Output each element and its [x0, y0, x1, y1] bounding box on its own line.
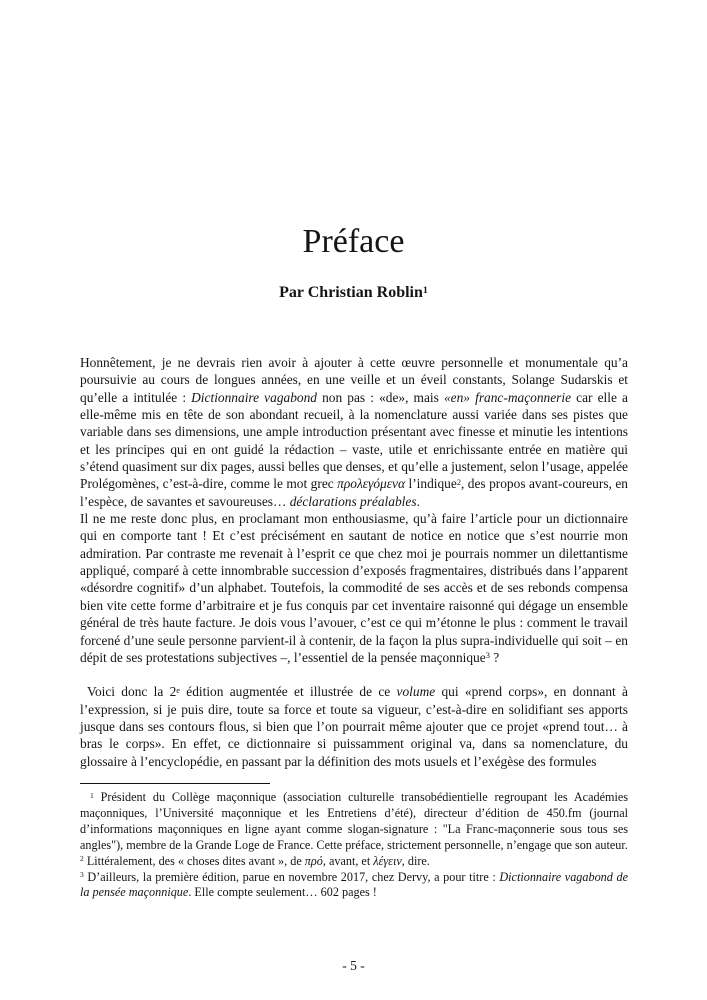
text-run: déclarations préalables: [289, 493, 417, 509]
text-run: Littéralement, des « choses dites avant », de: [86, 853, 305, 868]
superscript: 2: [456, 477, 461, 487]
text-run: Dictionnaire vagabond: [191, 389, 317, 405]
page-title: Préface: [302, 223, 405, 260]
text-run: «en» franc-maçonnerie: [443, 389, 572, 405]
footnote: [80, 854, 628, 870]
text-run: Par Christian Roblin: [279, 284, 423, 301]
text-run: Honnêtement, je ne devrais rien avoir à ajouter à cette œuvre personnelle et monumentale qu’a poursuivie au cours de longues années, en une veille et un éveil constants, Solange Sudarskis et qu’elle a intitulée :: [80, 355, 628, 405]
text-run: λέγειν: [373, 853, 402, 868]
superscript: e: [176, 685, 180, 695]
text-run: ?: [489, 649, 500, 665]
text-run: πρό: [304, 853, 323, 868]
page-number: - 5 -: [342, 958, 365, 973]
text-run: προλεγόμενα: [337, 476, 406, 492]
text-run: Dictionnaire vagabond de la pensée maçonnique: [80, 869, 628, 900]
footnote-separator: [80, 783, 270, 784]
superscript: 1: [422, 284, 428, 296]
text-run: , dire.: [401, 853, 430, 868]
text-run: édition augmentée et illustrée de ce: [179, 684, 397, 700]
paragraph: [80, 510, 628, 666]
text-run: Président du Collège maçonnique (association culturelle transobédientielle regroupant les Académies maçonniques, l’Université maçonnique et les Entretiens d’été), directeur d’édition de 450.fm (journal d’informations maçonniques en ligne ayant comme slogan-signature : "La Franc-maçonnerie sous tous ses angles"), membre de la Grande Loge de France. Cette préface, strictement personnelle, n’engage que son auteur.: [80, 790, 628, 852]
footnote-area: [80, 783, 628, 901]
text-run: non pas : «de», mais: [317, 389, 444, 405]
footnote-marker: 2: [80, 854, 84, 864]
author-byline: [0, 285, 707, 301]
footnote: [80, 870, 628, 902]
text-run: Voici donc la 2: [87, 684, 177, 700]
footnote-marker: 3: [80, 870, 84, 880]
text-run: qui «prend corps», en donnant à l’expression, si je puis dire, toute sa force et toute sa vigueur, c’est-à-dire en solidifiant ses apports jusque dans ses contours flous, si bien que l’on pourrait même ajouter que ce projet «prend tout… à bras le corps». En effet, ce dictionnaire si puissamment original va, dans sa nomenclature, du glossaire à l’encyclopédie, en passant par la définition des mots usuels et l’exégèse des formules: [80, 684, 628, 769]
text-run: car elle a elle-même mis en tête de son abondant recueil, à la nomenclature aussi variée dans ses pistes que variable dans ses dimensions, une ample introduction présentant avec finesse et minutie les intentions et les principes qui en ont guidé la rédaction – vaste, utile et enrichissante entrée en matière qui s’étend quasiment sur dix pages, aussi belles que denses, et qu’elle a justement, selon l’usage, appelée Prolégomènes, c’est-à-dire, comme le mot grec: [80, 389, 628, 492]
text-run: volume: [396, 684, 436, 700]
paragraph: [80, 683, 628, 770]
footnotes: [80, 790, 628, 901]
text-run: l’indique: [405, 476, 457, 492]
text-run: .: [416, 493, 420, 509]
superscript: 3: [485, 651, 490, 661]
text-run: Il ne me reste donc plus, en proclamant mon enthousiasme, qu’à faire l’article pour un dictionnaire qui en comporte tant ! Et c’est précisément en sautant de notice en notice que s’est nourrie mon admiration. Par contraste me revenait à l’esprit ce que chez moi je pourrais nommer un dilettantisme appliqué, comparé à cette innombrable succession d’exposés fragmentaires, distribués dans l’apparent «désordre cognitif» d’un alphabet. Toutefois, la commodité de ses accès et de ses rebonds compensa bien vite cette forme d’arbitraire et je fus conquis par cet inventaire raisonné qui dégage un ensemble général de très haute facture. Je dois vous l’avouer, c’est ce qui m’étonne le plus : comment le travail forcené d’une seule personne parvient-il à contenir, de la façon la plus supra-individuelle qui soit – en dépit de ses protestations subjectives –, l’essentiel de la pensée maçonnique: [80, 511, 628, 665]
paragraph: [80, 354, 628, 510]
footnote-marker: 1: [90, 790, 94, 800]
footnote: [80, 790, 628, 854]
text-run: . Elle compte seulement… 602 pages !: [188, 885, 377, 900]
text-run: , avant, et: [322, 853, 374, 868]
body-text: [80, 354, 628, 770]
text-run: , des propos avant-coureurs, en l’espèce, de savantes et savoureuses…: [80, 476, 628, 509]
text-run: D’ailleurs, la première édition, parue en novembre 2017, chez Dervy, a pour titre :: [87, 869, 500, 884]
